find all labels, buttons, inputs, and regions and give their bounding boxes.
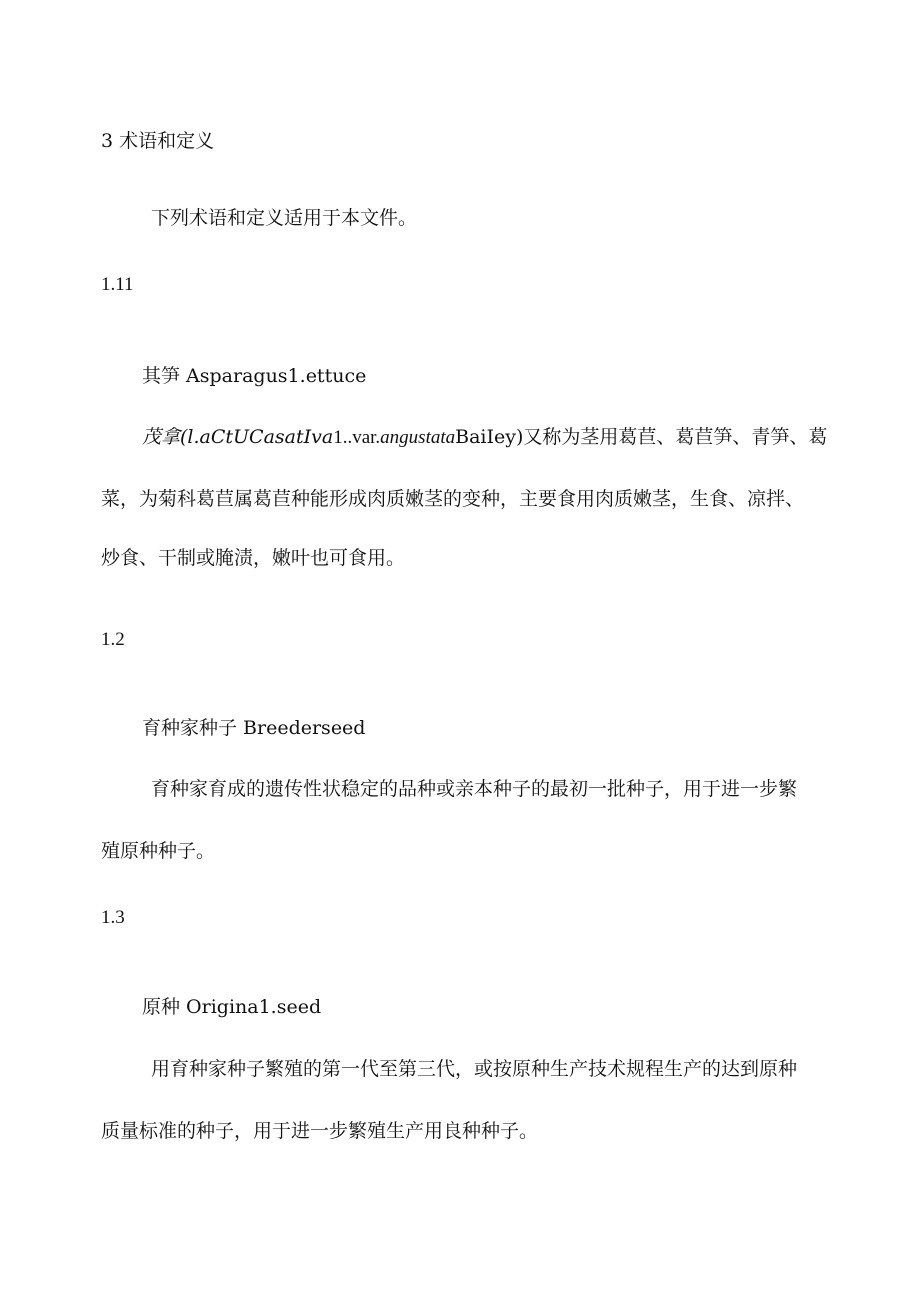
term-definition-line: 育种家育成的遗传性状稳定的品种或亲本种子的最初一批种子，用于进一步繁 [151, 778, 798, 800]
term-definition-line: 殖原种种子。 [101, 840, 216, 862]
term-number: 1.11 [101, 274, 134, 295]
term-latin-name: 茂拿(l.aCtUCasatIva [142, 426, 334, 448]
term-title: 原种 Origina1.seed [142, 996, 322, 1018]
term-definition-line: 炒食、干制或腌渍，嫩叶也可食用。 [101, 547, 406, 569]
term-latin-variety: angustata [380, 427, 456, 448]
term-definition-text: BaiIey)又称为茎用葛苣、葛苣笋、青笋、葛 [455, 426, 828, 448]
section-heading: 3 术语和定义 [101, 130, 215, 152]
term-title: 其笋 Asparagus1.ettuce [142, 365, 367, 387]
section-intro: 下列术语和定义适用于本文件。 [151, 207, 418, 229]
term-definition-line: 菜，为菊科葛苣属葛苣种能形成肉质嫩茎的变种，主要食用肉质嫩茎，生食、凉拌、 [101, 488, 805, 510]
term-title: 育种家种子 Breederseed [142, 717, 366, 739]
term-definition-line [142, 425, 827, 450]
term-definition-line: 用育种家种子繁殖的第一代至第三代，或按原种生产技术规程生产的达到原种 [151, 1058, 798, 1080]
term-definition-text: 1..var. [333, 427, 381, 448]
term-number: 1.3 [101, 907, 125, 928]
term-definition-line: 质量标准的种子，用于进一步繁殖生产用良种种子。 [101, 1120, 539, 1142]
term-number: 1.2 [101, 629, 125, 650]
